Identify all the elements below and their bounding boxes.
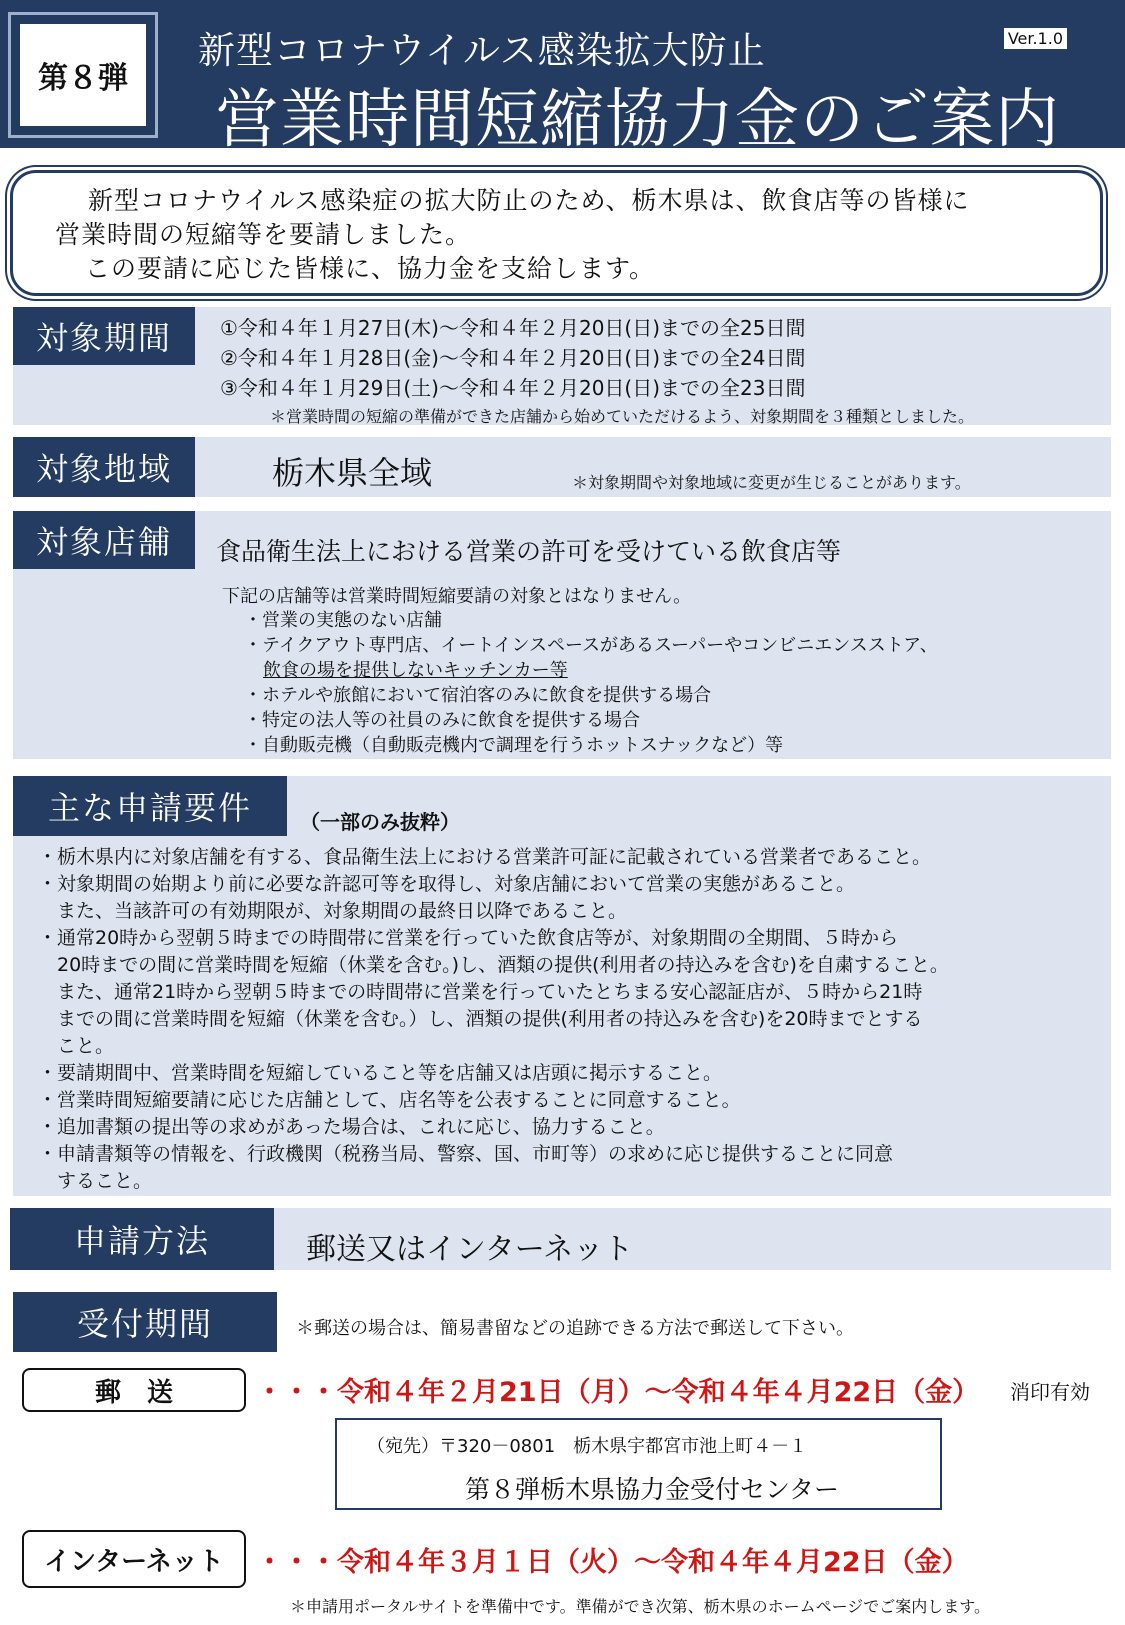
requirement-line: ・通常20時から翌朝５時までの時間帯に営業を行っていた飲食店等が、対象期間の全期間、５時から bbox=[38, 927, 899, 949]
internet-period: ・・・令和４年３月１日（火）～令和４年４月22日（金） bbox=[256, 1547, 969, 1578]
exclusion-item: ・営業の実態のない店舗 bbox=[244, 610, 442, 631]
requirements-label: 主な申請要件 bbox=[13, 776, 287, 836]
mail-period: ・・・令和４年２月21日（月）～令和４年４月22日（金） bbox=[256, 1377, 980, 1408]
mail-label: 郵 送 bbox=[22, 1368, 246, 1412]
address-line: （宛先）〒320－0801 栃木県宇都宮市池上町４－１ bbox=[367, 1436, 808, 1457]
issue-badge bbox=[8, 12, 158, 138]
area-note: ＊対象期間や対象地域に変更が生じることがあります。 bbox=[572, 473, 971, 492]
requirement-line: ・要請期間中、営業時間を短縮していること等を店舗又は店頭に掲示すること。 bbox=[38, 1062, 723, 1084]
requirement-line: すること。 bbox=[57, 1170, 153, 1192]
header-banner bbox=[0, 0, 1125, 157]
page-title: 営業時間短縮協力金のご案内 bbox=[215, 83, 1060, 157]
period-item-3: ③令和４年１月29日(土)～令和４年２月20日(日)までの全23日間 bbox=[220, 376, 806, 400]
period-note: ＊営業時間の短縮の準備ができた店舗から始めていただけるよう、対象期間を３種類としました。 bbox=[270, 407, 975, 426]
address-box bbox=[335, 1418, 942, 1510]
period-item-2: ②令和４年１月28日(金)～令和４年２月20日(日)までの全24日間 bbox=[220, 346, 806, 370]
header-subtitle: 新型コロナウイルス感染拡大防止 bbox=[198, 29, 766, 72]
exclusion-item: ・ホテルや旅館において宿泊客のみに飲食を提供する場合 bbox=[244, 685, 712, 706]
requirement-line: ・営業時間短縮要請に応じた店舗として、店名等を公表することに同意すること。 bbox=[38, 1089, 741, 1111]
area-label: 対象地域 bbox=[13, 437, 195, 497]
intro-line-1: 新型コロナウイルス感染症の拡大防止のため、栃木県は、飲食店等の皆様に bbox=[88, 186, 970, 215]
requirements-sublabel: （一部のみ抜粋） bbox=[300, 810, 460, 834]
requirement-line: 20時までの間に営業時間を短縮（休業を含む。)し、酒類の提供(利用者の持込みを含む)を自粛すること。 bbox=[57, 954, 949, 976]
exclusion-item: ・特定の法人等の社員のみに飲食を提供する場合 bbox=[244, 710, 640, 731]
method-label: 申請方法 bbox=[10, 1208, 274, 1270]
exclusion-item: ・自動販売機（自動販売機内で調理を行うホットスナックなど）等 bbox=[244, 735, 784, 756]
requirement-line: また、当該許可の有効期限が、対象期間の最終日以降であること。 bbox=[57, 900, 628, 922]
intro-line-2: 営業時間の短縮等を要請しました。 bbox=[55, 220, 472, 249]
requirement-line: ・追加書類の提出等の求めがあった場合は、これに応じ、協力すること。 bbox=[38, 1116, 665, 1138]
requirement-line: ・栃木県内に対象店舗を有する、食品衛生法上における営業許可証に記載されている営業者であること。 bbox=[38, 846, 932, 868]
exclusion-item: ・テイクアウト専門店、イートインスペースがあるスーパーやコンビニエンスストア、 bbox=[244, 635, 938, 656]
requirement-line: こと。 bbox=[57, 1035, 115, 1057]
requirement-line: までの間に営業時間を短縮（休業を含む。）し、酒類の提供(利用者の持込みを含む)を20時までとする bbox=[57, 1008, 923, 1030]
stores-value: 食品衛生法上における営業の許可を受けている飲食店等 bbox=[216, 537, 842, 566]
reception-note: ＊郵送の場合は、簡易書留などの追跡できる方法で郵送して下さい。 bbox=[296, 1318, 854, 1339]
method-value: 郵送又はインターネット bbox=[306, 1232, 634, 1267]
internet-label: インターネット bbox=[22, 1530, 246, 1588]
exclusion-intro: 下記の店舗等は営業時間短縮要請の対象とはなりません。 bbox=[222, 586, 692, 607]
reception-label: 受付期間 bbox=[13, 1292, 277, 1352]
exclusion-item-continued: 飲食の場を提供しないキッチンカー等 bbox=[263, 660, 568, 681]
stores-label: 対象店舗 bbox=[13, 511, 195, 569]
intro-line-3: この要請に応じた皆様に、協力金を支給します。 bbox=[85, 254, 656, 283]
requirement-line: ・対象期間の始期より前に必要な許認可等を取得し、対象店舗において営業の実態があること。 bbox=[38, 873, 856, 895]
version-label: Ver.1.0 bbox=[1004, 28, 1067, 49]
issue-badge-label: 第８弾 bbox=[19, 23, 147, 127]
mail-suffix: 消印有効 bbox=[1010, 1380, 1090, 1404]
requirement-line: また、通常21時から翌朝５時までの時間帯に営業を行っていたとちまる安心認証店が、５時から21時 bbox=[57, 981, 923, 1003]
intro-box bbox=[10, 170, 1103, 296]
period-label: 対象期間 bbox=[13, 307, 195, 365]
requirement-line: ・申請書類等の情報を、行政機関（税務当局、警察、国、市町等）の求めに応じ提供することに同意 bbox=[38, 1143, 894, 1165]
internet-note: ＊申請用ポータルサイトを準備中です。準備ができ次第、栃木県のホームページでご案内します。 bbox=[290, 1597, 991, 1616]
period-item-1: ①令和４年１月27日(木)～令和４年２月20日(日)までの全25日間 bbox=[220, 316, 806, 340]
address-name: 第８弾栃木県協力金受付センター bbox=[465, 1475, 840, 1504]
area-value: 栃木県全域 bbox=[272, 454, 433, 492]
